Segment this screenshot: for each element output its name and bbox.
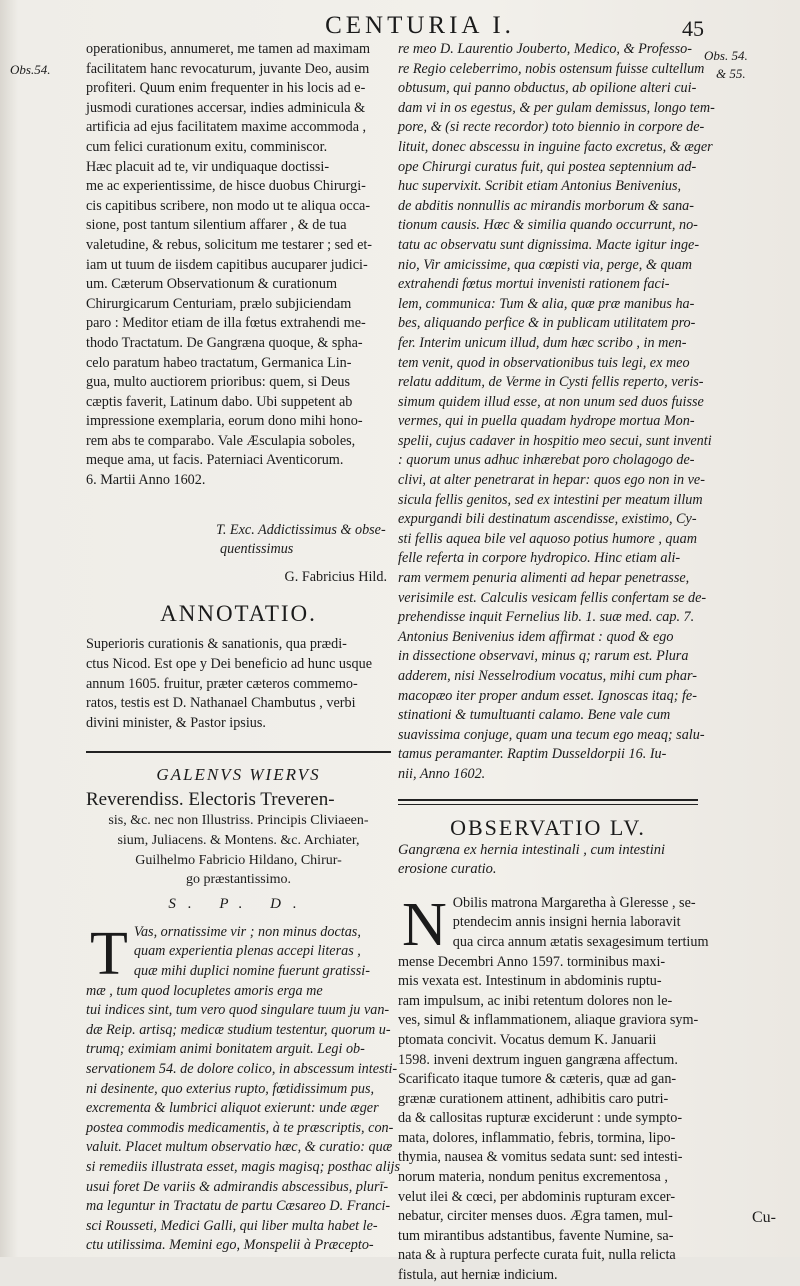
reply-line: tionum causis. Hæc & similia quando occurrunt, no- [398,217,698,234]
observation-opening [398,890,709,972]
letter-line: artificia ad ejus facilitatem maxime accommoda , [86,119,367,136]
letter-line: sione, post tantum silentium affarer , & de tua [86,217,347,234]
running-title: CENTURIA I. [325,12,515,39]
reply-line: sti fellis aquea bile vel aquoso potius humore , quam [398,530,697,547]
signature: G. Fabricius Hild. [284,568,387,585]
reply-line: valuit. Placet multum observatio hæc, & curatio: quæ [86,1139,393,1156]
reply-line: tamus peramanter. Raptim Dusseldorpii 16. Iu- [398,746,667,763]
observation-line: mis vexata est. Intestinum in abdominis ruptu- [398,973,662,990]
reply-line: : quorum unus adhuc inhærebat poro cholagogo de- [398,452,695,469]
letter-line: facilitatem hanc revocaturum, juvante Deo, ausim [86,60,370,77]
letter-line: cæptis faverit, Latinum dabo. Ubi suppetent ab [86,393,353,410]
address-line: go præstantissimo. [185,872,291,888]
reply-line: suavissima conjuge, quam una tecum ego meaq; salu- [398,726,705,743]
letter-line: jusmodi curationes accersar, indies adminicula & [86,99,366,116]
address-line: sis, &c. nec non Illustriss. Principis Cliviaeen- [108,813,369,829]
annotatio-line: divini minister, & Pastor ipsius. [86,714,266,731]
reply-line: ctu utilissima. Memini ego, Monspelii à Præcepto- [86,1237,374,1254]
reply-line: sci Rousseti, Medici Galli, qui liber multa habet le- [86,1217,378,1234]
letter-line: meque ama, ut facis. Paterniaci Aventicorum. [86,452,344,469]
observation-line: ves, simul & inflammationem, aliaque graviora sym- [398,1012,699,1029]
salutation: S. P. D. [168,895,309,912]
annotatio-title: ANNOTATIO. [160,601,317,627]
address-line: sium, Juliacens. & Montens. &c. Archiater, [117,833,360,848]
reply-line: usui foret De variis & admirandis abscessibus, plurī- [86,1178,389,1195]
reply-line: clivi, at alter penetrarat in hepar: quos ego non in ve- [398,472,705,489]
letter-line: me ac experientissime, de hisce duobus Chirurgi- [86,178,366,195]
reply-line: lituit, donec abscessu in inguine facto excretus, & æger [398,138,713,155]
observation-line: Scarificato itaque tumore & cæteris, quæ ad gan- [398,1071,677,1088]
reply-line: nio, Vir amicissime, qua cœpisti via, perge, & quam [398,256,692,273]
annotatio-line: Superioris curationis & sanationis, qua prædi- [86,636,347,653]
letter-author-title: Reverendiss. Electoris Treveren- [86,789,335,811]
reply-line: simum quidem illud esse, at non unum sed duos fuisse [398,393,704,410]
reply-text [86,1001,400,1256]
observation-line: mense Decembri Anno 1597. torminibus maxi- [398,953,666,970]
letter-line: iam ut tuum de iisdem capitibus aucuparer judici- [86,256,368,273]
reply-line: quam experientia plenas accepi literas , [133,943,361,960]
letter-line: gua, multo auctiorem prioribus: quem, si Deus [86,374,350,391]
observation-subtitle [398,841,698,880]
observation-line: ram impulsum, ac inibi retentum dolores non le- [398,992,673,1009]
letter-line: cum felici curationum exitu, comminiscor. [86,138,328,155]
reply-line: mæ , tum quod locupletes amoris erga me [86,982,323,999]
letter-line: um. Cæterum Observationum & curationum [86,276,338,293]
observation-line: 1598. inveni dextrum inguen gangræna affectum. [398,1051,678,1068]
observation-line: mata, dolores, inflammatio, febris, tormina, lipo- [398,1129,676,1146]
catchword: Cu- [752,1209,776,1226]
observation-line: da & callositas rupturæ exciderunt : unde sympto- [398,1110,683,1127]
reply-line: felle referta in corpore hydropico. Hinc etiam ali- [398,550,681,567]
reply-line: postea commodis medicamentis, à te præscriptis, con- [86,1119,394,1136]
letter-line: 6. Martii Anno 1602. [86,472,206,489]
page-header [0,10,800,44]
reply-line: verisimile est. Calculis vesicam fellis confertam se de- [398,589,707,606]
letter-author-name: GALENVS WIERVS [156,765,321,785]
reply-line: re Regio celeberrimo, nobis ostensum fuisse cultellum [398,60,705,77]
reply-line: Vas, ornatissime vir ; non minus doctas, [133,923,361,940]
observation-line: velut ilei & cœci, per abdominis rupturam excer- [398,1188,676,1205]
reply-line: ni desinente, quo exterius rupto, fœtidissimum pus, [86,1080,375,1097]
closing-line-2: quentissimus [220,541,294,558]
annotatio-line: ctus Nicod. Est ope y Dei beneficio ad hunc usque [86,656,373,673]
reply-line: Antonius Benivenius idem affirmat : quod & ego [398,628,674,645]
reply-line: ma leguntur in Tractatu de partu Cæsareo D. Franci- [86,1198,391,1215]
observation-line: grænæ curationem attinent, adhibitis caro putri- [398,1090,669,1107]
observation-line: nebatur, circiter menses duos. Ægra tamen, mul- [398,1208,673,1225]
reply-line: re meo D. Laurentio Jouberto, Medico, & Professo- [398,41,692,57]
margin-note-right-2: & 55. [716,66,746,81]
letter-line: paro : Meditor etiam de illa fœtus extrahendi me- [86,315,366,332]
observation-title: OBSERVATIO LV. [450,814,646,840]
annotatio-text [86,635,391,733]
reply-line: obtusum, qui panno obductus, ab opilione alteri cui- [398,80,697,97]
reply-line: expurgandi bili destinatum ascendisse, existimo, Cy- [398,511,697,528]
letter-line: operationibus, annumeret, me tamen ad maximam [86,41,371,57]
reply-line: quæ mihi duplici nomine fuerunt gratissi- [133,962,370,979]
reply-line: huc supervixit. Scribit etiam Antonius Benivenius, [398,178,682,195]
reply-line: lem, communica: Tum & alia, quæ præ manibus ha- [398,295,695,312]
reply-line: extrahendi fœtus mortui invenisti rationem faci- [398,276,670,293]
observation-line: norum materia, nondum penitus excrementosa , [398,1169,668,1186]
observation-line: fistula, aut herniæ indicium. [398,1267,558,1284]
reply-line: stinationi & tumultuanti calamo. Bene vale cum [398,707,671,724]
letter-line: impressione exemplaria, eorum dono mihi hono- [86,413,363,430]
letter-line: Chirurgicarum Centuriam, prælo subjiciendam [86,295,352,312]
page-number: 45 [682,16,704,41]
reply-line: relatu additum, de Verme in Cysti fellis reperto, veris- [398,374,704,391]
observation-line: ptomata concivit. Vocatus demum K. Januarii [398,1031,657,1048]
reply-line: macopæo iter proper andum esset. Ignoscas itaq; fe- [398,687,697,704]
divider-rule [86,751,391,753]
left-column [86,40,400,1256]
reply-line: dæ Reip. artisq; medicæ studium testentur, quorum u- [86,1021,391,1038]
letter-line: thodo Tractatum. De Gangræna quoque, & spha- [86,334,363,351]
annotatio-line: annum 1605. fruitur, præter cæteros commemo- [86,675,358,692]
subtitle-line: erosione curatio. [398,861,497,878]
reply-line: dam vi in os egestus, & per gulam demissus, longo tem- [398,99,715,116]
reply-line: prehendisse inquit Fernelius lib. 1. suæ med. cap. 7. [398,609,695,626]
address-line: Guilhelmo Fabricio Hildano, Chirur- [135,852,342,868]
reply-first-lines [86,919,391,1001]
subtitle-line: Gangræna ex hernia intestinali , cum intestini [398,841,666,858]
letter-author-address [86,811,391,889]
right-column [398,40,715,1286]
reply-line: si remediis illustrata esset, magis magisq; posthac alijs [86,1158,400,1175]
letter-line: rem abs te comparabo. Vale Æsculapia soboles, [86,432,356,449]
letter-text [86,40,391,491]
dropcap-n: N [402,890,447,959]
reply-line: de abditis nonnullis ac mirandis morborum & sana- [398,197,694,214]
reply-line: nii, Anno 1602. [398,765,486,782]
observation-line: Obilis matrona Margaretha à Gleresse , se- [452,894,696,911]
dropcap-t: T [90,919,128,988]
reply-line: sicula fellis genitos, sed ex intestini per meatum illum [398,491,703,508]
reply-line: bes, aliquando perfice & in publicam utilitatem pro- [398,315,696,332]
observation-line: thymia, nausea & vomitus sedata sunt: sed intesti- [398,1149,683,1166]
letter-line: celo paratum habeo tractatum, Germanica Lin- [86,354,352,371]
annotatio-line: ratos, testis est D. Nathanael Chambutus , verbi [86,695,356,712]
observation-text [398,972,698,1286]
reply-line: tem venit, quod in observationibus tuis legi, ex meo [398,354,690,371]
reply-line: in dissectione observavi, minus q; rarum est. Plura [398,648,689,665]
letter-line: Hæc placuit ad te, vir undiquaque doctissi- [86,158,330,175]
reply-line: spelii, cujus cadaver in hospitio meo secui, sunt inventi [398,432,712,449]
letter-line: cis capitibus scribere, non modo ut te aliqua occa- [86,197,371,214]
letter-line: profiteri. Quum enim frequenter in his locis ad e- [86,80,366,97]
observation-line: qua circa annum ætatis sexagesimum tertium [452,933,709,950]
reply-line: pore, & (si recte recordor) toto biennio in corpore de- [398,119,705,136]
reply-line: servationem 54. de dolore colico, in abscessum intesti- [86,1060,398,1077]
section-divider [398,799,698,805]
reply-line: tui indices sint, tum vero quod singulare tuum ju van- [86,1002,390,1019]
reply-opening [86,919,391,1001]
reply-line: adderem, nisi Nesselrodium vocatus, mihi cum phar- [398,668,697,684]
reply-line: vermes, qui in puella quadam hydrope mortua Mon- [398,413,695,430]
observation-line: tum mirantibus adstantibus, favente Numine, sa- [398,1227,674,1244]
letter-line: valetudine, & rebus, solicitum me testarer ; sed et- [86,236,373,253]
observation-line: nata & à ruptura perfecte curata fuit, nulla relicta [398,1247,676,1264]
observation-line: ptendecim annis insigni hernia laboravit [452,914,681,931]
margin-note-left: Obs.54. [10,62,51,77]
reply-line: fer. Interim unicum illud, dum hæc scribo , in men- [398,334,687,351]
closing-line-1: T. Exc. Addictissimus & obse- [216,521,386,538]
reply-line: ope Chirurgi curatus fuit, qui postea septennium ad- [398,158,697,175]
reply-line: excrementa & lumbrici aliquot exierunt: unde æger [86,1100,379,1117]
reply-line: tatu ac observatu sunt dignissima. Macte igitur inge- [398,236,700,253]
margin-note-right-1: Obs. 54. [704,48,748,63]
reply-line: ram vermem penuria alimenti ad hepar penetrasse, [398,570,690,587]
reply-line: trumq; eximiam animi bonitatem arguit. Legi ob- [86,1041,365,1058]
reply-continuation [398,40,715,785]
